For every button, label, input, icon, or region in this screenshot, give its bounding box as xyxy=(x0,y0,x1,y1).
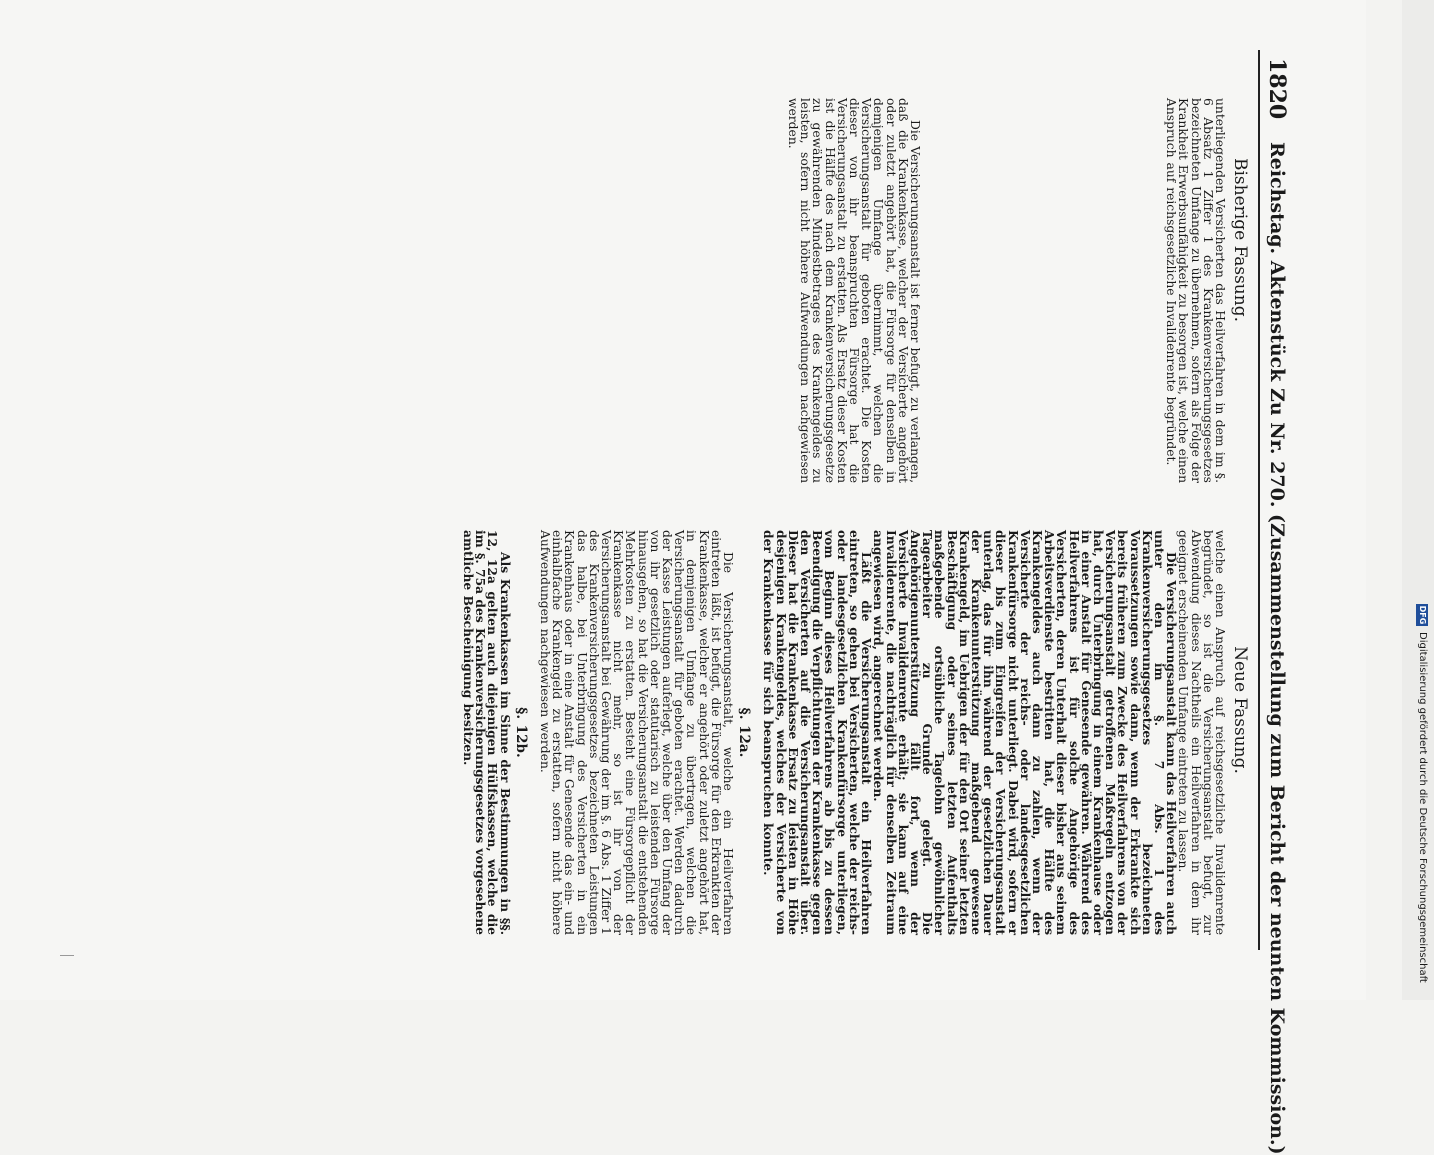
digitization-credit xyxy=(1402,0,1434,1000)
page-header xyxy=(1258,50,1292,1155)
dfg-logo-icon: DFG xyxy=(1418,605,1427,625)
scan-mark xyxy=(60,955,74,956)
section-12a-text: Die Versicherungsanstalt, welche ein Heilverfahren eintreten läßt, ist befugt, die Fürsorge für den Erkrankten der Krankenkasse, welcher er angehört oder zuletzt angehört hat, in demjenigen Umfange zu übertragen, welchen die Versicherungsanstalt für geboten erachtet. Werden dadurch der Kasse Leistungen auferlegt, welche über den Umfang der von ihr gesetzlich oder statutarisch zu leistenden Fürsorge hinausgehen, so hat die Versicherungsanstalt die entstehenden Mehrkosten zu erstatten. Besteht eine Fürsorgepflicht der Krankenkasse nicht mehr, so ist ihr von der Versicherungsanstalt bei Gewährung der im §. 6 Abs. 1 Ziffer 1 des Krankenversicherungsgesetzes bezeichneten Leistungen das halbe, bei Unterbringung des Versicherten in ein Krankenhaus oder in eine Anstalt für Genesende das ein- und einhalbfache Krankengeld zu erstatten, sofern nicht höhere Aufwendungen nachgewiesen werden. xyxy=(538,530,736,935)
credit-text: Digitalisierung gefördert durch die Deutsche Forschungsgemeinschaft xyxy=(1417,632,1428,983)
left-paragraph-2: Die Versicherungsanstalt ist ferner befugt, zu verlangen, daß die Krankenkasse, welcher der Versicherte angehört oder zuletzt angehört hat, die Fürsorge für denselben in demjenigen Umfange übernimmt, welchen die Versicherungsanstalt für geboten erachtet. Die Kosten dieser von ihr beanspruchten Fürsorge hat die Versicherungsanstalt zu erstatten. Als Ersatz dieser Kosten ist die Hälfte des nach dem Krankenversicherungsgesetze zu gewährenden Mindestbetrages des Krankengeldes zu leisten, sofern nicht höhere Aufwendungen nachgewiesen werden. xyxy=(785,98,922,483)
credit-line xyxy=(1412,604,1432,994)
section-12b-heading: §. 12b. xyxy=(512,707,529,758)
left-paragraph-1: unterliegenden Versicherten das Heilverfahren in dem im §. 6 Absatz 1 Ziffer 1 des Krankenversicherungsgesetzes bezeichneten Umfange zu übernehmen, sofern als Folge der Krankheit Erwerbsunfähigkeit zu besorgen ist, welche einen Anspruch auf reichsgesetzliche Invalidenrente begründet. xyxy=(1164,98,1227,483)
left-column-heading: Bisherige Fassung. xyxy=(1230,158,1250,322)
left-column xyxy=(787,98,1226,483)
page-number: 1820 xyxy=(1264,58,1290,120)
running-title: Reichstag. Aktenstück Zu Nr. 270. (Zusammenstellung zum Bericht der neunten Kommission.) xyxy=(1266,142,1288,1155)
section-12b-text: Als Krankenkassen im Sinne der Bestimmungen in §§. 12, 12a gelten auch diejenigen Hülfskassen, welche die im §. 75a des Krankenversicherungsgesetzes vorgesehene amtliche Bescheinigung besitzen. xyxy=(461,530,513,935)
section-12a-heading: §. 12a. xyxy=(736,707,753,758)
right-paragraph-1: welche einen Anspruch auf reichsgesetzliche Invalidenrente begründet, so ist die Versicherungsanstalt befugt, zur Abwendung dieses Nachtheils ein Heilverfahren in dem ihr geeignet erscheinenden Umfange eintreten zu lassen. xyxy=(1176,530,1227,935)
right-paragraph-2: Die Versicherungsanstalt kann das Heilverfahren auch unter den im §. 7 Abs. 1 des Krankenversicherungsgesetzes bezeichneten Voraussetzungen sowie dann, wenn der Erkrankte sich bereits früheren zum Zwecke des Heilverfahrens von der Versicherungsanstalt getroffenen Maßregeln entzogen hat, durch Unterbringung in einem Krankenhause oder in einer Anstalt für Genesende gewähren. Während des Heilverfahrens ist für solche Angehörige des Versicherten, deren Unterhalt dieser bisher aus seinem Arbeitsverdienste bestritten hat, die Hälfte des Krankengeldes auch dann zu zahlen, wenn der Versicherte der reichs- oder landesgesetzlichen Krankenfürsorge nicht unterliegt. Dabei wird, sofern er dieser bis zum Eingreifen der Versicherungsanstalt unterlag, das für ihn während der gesetzlichen Dauer der Krankenunterstützung maßgebend gewesene Krankengeld, im Uebrigen der für den Ort seiner letzten Beschäftigung oder seines letzten Aufenthalts maßgebende ortsübliche Tagelohn gewöhnlicher Tagearbeiter zu Grunde gelegt. Die Angehörigenunterstützung fällt fort, wenn der Versicherte Invalidenrente erhält; sie kann auf eine Invalidenrente, die nachträglich für denselben Zeitraum angewiesen wird, angerechnet werden. xyxy=(871,530,1180,935)
right-column xyxy=(462,530,1226,935)
right-paragraph-3: Läßt die Versicherungsanstalt ein Heilverfahren eintreten, so gehen bei Versicherten, welche der reichs- oder landesgesetzlichen Krankenfürsorge unterliegen, vom Beginn dieses Heilverfahrens ab bis zu dessen Beendigung die Verpflichtungen der Krankenkasse gegen den Versicherten auf die Versicherungsanstalt über. Dieser hat die Krankenkasse Ersatz zu leisten in Höhe desjenigen Krankengeldes, welches der Versicherte von der Krankenkasse für sich beanspruchen konnte. xyxy=(761,530,875,935)
right-column-heading: Neue Fassung. xyxy=(1230,646,1250,774)
